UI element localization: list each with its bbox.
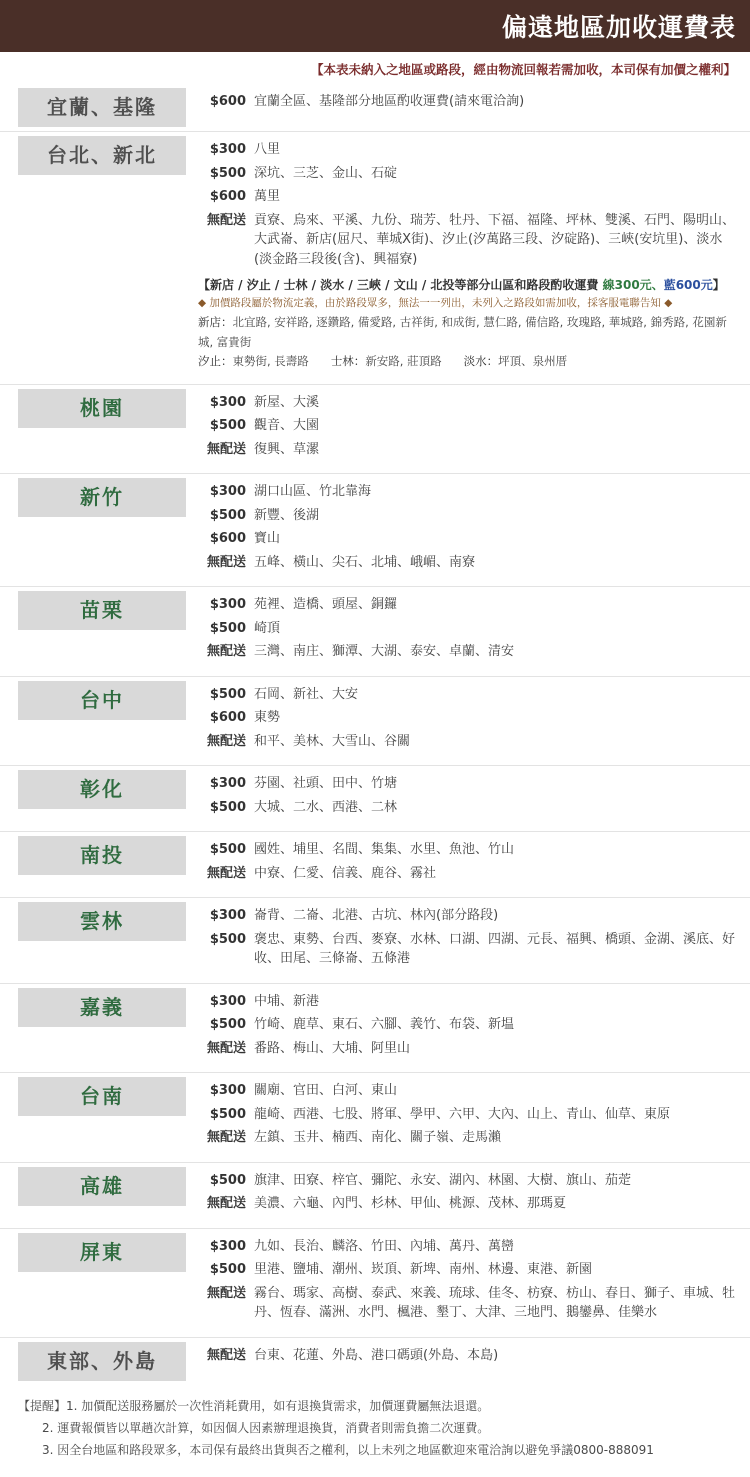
fee-areas: 旗津、田寮、梓官、彌陀、永安、湖內、林園、大樹、旗山、茄萣	[254, 1172, 632, 1188]
fee-areas: 新豐、後湖	[254, 507, 320, 523]
fee-amount: $300	[209, 1083, 246, 1099]
region-detail-cell	[192, 384, 750, 474]
region-label: 新竹	[18, 478, 186, 517]
region-label: 苗栗	[18, 591, 186, 630]
region-name-cell	[0, 1073, 192, 1163]
fee-amount: $500	[209, 507, 246, 523]
fee-areas: 觀音、大園	[254, 418, 320, 434]
region-label: 台北、新北	[18, 136, 186, 175]
fee-amount: $600	[209, 710, 246, 726]
fee-amount: 無配送	[206, 733, 246, 749]
fee-areas: 台東、花蓮、外島、港口碼頭(外島、本島)	[254, 1347, 499, 1363]
fee-line	[192, 92, 740, 112]
fee-amount: $500	[209, 842, 246, 858]
fee-areas: 竹崎、鹿草、東石、六腳、義竹、布袋、新塭	[254, 1017, 515, 1033]
fee-areas: 東勢	[254, 710, 281, 726]
fee-line	[192, 482, 740, 502]
region-name-cell	[0, 587, 192, 677]
region-detail-cell	[192, 1337, 750, 1385]
region-detail-cell	[192, 1162, 750, 1228]
fee-amount: 無配送	[206, 1347, 246, 1363]
fee-areas: 崎頂	[254, 620, 281, 636]
region-label: 南投	[18, 836, 186, 875]
region-detail-cell	[192, 587, 750, 677]
fee-line	[192, 864, 740, 884]
fee-areas: 深坑、三芝、金山、石碇	[254, 165, 398, 181]
page-header	[0, 0, 750, 52]
note-heading-blue-fee: 藍600元	[663, 278, 713, 292]
table-row	[0, 1073, 750, 1163]
fee-line	[192, 1081, 740, 1101]
region-label: 宜蘭、基隆	[18, 88, 186, 127]
page-subtitle: 【本表未納入之地區或路段，經由物流回報若需加收，本司保有加價之權利】	[310, 62, 736, 77]
fee-line	[192, 553, 740, 573]
fee-areas: 寶山	[254, 531, 281, 547]
note-heading-prefix: 【新店 / 汐止 / 士林 / 淡水 / 三峽 / 文山 / 北投等部分山區和路段酌收運費	[198, 278, 603, 292]
table-row	[0, 132, 750, 385]
fee-line	[192, 708, 740, 728]
fee-areas: 左鎮、玉井、楠西、南化、關子嶺、走馬瀨	[254, 1130, 502, 1146]
fee-areas: 湖口山區、竹北靠海	[254, 484, 372, 500]
table-row	[0, 898, 750, 984]
region-detail-cell	[192, 84, 750, 132]
fee-line	[192, 1015, 740, 1035]
note-detail-label: 淡水：	[463, 354, 499, 369]
fee-amount: 無配送	[206, 1196, 246, 1212]
region-name-cell	[0, 898, 192, 984]
fee-amount: $500	[209, 418, 246, 434]
fee-areas: 中寮、仁愛、信義、鹿谷、霧社	[254, 865, 437, 881]
fee-line	[192, 930, 740, 969]
region-notes	[198, 275, 740, 372]
region-label: 台南	[18, 1077, 186, 1116]
fee-line	[192, 619, 740, 639]
note-heading-green-fee: 線300元、	[602, 278, 664, 292]
fee-line	[192, 774, 740, 794]
fee-areas: 萬里	[254, 189, 281, 204]
region-name-cell	[0, 766, 192, 832]
fee-line	[192, 685, 740, 705]
region-detail-cell	[192, 832, 750, 898]
region-detail-cell	[192, 132, 750, 385]
fee-line	[192, 416, 740, 436]
region-label: 高雄	[18, 1167, 186, 1206]
region-name-cell	[0, 84, 192, 132]
table-row	[0, 1162, 750, 1228]
fee-amount: $500	[209, 931, 246, 947]
fee-amount: $500	[209, 686, 246, 702]
note-detail-label: 士林：	[330, 354, 366, 369]
fee-amount: 無配送	[206, 644, 246, 660]
fee-areas: 里港、鹽埔、潮州、崁頂、新埤、南州、林邊、東港、新園	[254, 1262, 593, 1278]
fee-areas: 石岡、新社、大安	[254, 686, 359, 702]
note-disclaimer: ◆ 加價路段屬於物流定義，由於路段眾多，無法一一列出，未列入之路段如需加收，採客服電聯告知 ◆	[198, 297, 673, 310]
fee-line	[192, 595, 740, 615]
fee-areas: 和平、美林、大雪山、谷關	[254, 733, 411, 749]
fee-areas: 中埔、新港	[254, 993, 320, 1009]
fee-line	[192, 798, 740, 818]
fee-line	[192, 140, 740, 160]
fee-amount: 無配送	[206, 1130, 246, 1146]
region-name-cell	[0, 1228, 192, 1337]
fee-areas: 芬園、社頭、田中、竹塘	[254, 776, 398, 792]
fee-amount: $500	[209, 1172, 246, 1188]
region-label: 雲林	[18, 902, 186, 941]
fee-line	[192, 529, 740, 549]
fee-amount: 無配送	[206, 1040, 246, 1056]
fee-line	[192, 506, 740, 526]
region-name-cell	[0, 676, 192, 766]
table-row	[0, 587, 750, 677]
region-detail-cell	[192, 676, 750, 766]
fee-line	[192, 1260, 740, 1280]
region-detail-cell	[192, 1228, 750, 1337]
fee-amount: $300	[209, 776, 246, 792]
fee-areas: 美濃、六龜、內門、杉林、甲仙、桃源、茂林、那瑪夏	[254, 1196, 567, 1212]
fee-areas: 番路、梅山、大埔、阿里山	[254, 1040, 411, 1056]
note-detail-text: 坪頂、泉州厝	[498, 354, 568, 369]
fee-areas: 龍崎、西港、七股、將軍、學甲、六甲、大內、山上、青山、仙草、東原	[254, 1106, 671, 1122]
fee-areas: 復興、草漯	[254, 441, 320, 457]
footer-line-3: 3. 因全台地區和路段眾多，本司保有最終出貨與否之權利，以上未列之地區歡迎來電洽詢以避免爭議0800-888091	[42, 1443, 654, 1458]
note-heading-suffix: 】	[712, 278, 725, 292]
table-row	[0, 1228, 750, 1337]
table-row	[0, 676, 750, 766]
region-detail-cell	[192, 1073, 750, 1163]
fee-amount: $300	[209, 1238, 246, 1254]
fee-line	[192, 1346, 740, 1366]
fee-amount: $600	[209, 531, 246, 547]
page-title: 偏遠地區加收運費表	[501, 13, 736, 42]
note-detail-line	[198, 313, 740, 352]
region-detail-cell	[192, 983, 750, 1073]
region-label: 台中	[18, 681, 186, 720]
fee-line	[192, 440, 740, 460]
fee-line	[192, 211, 740, 270]
fee-areas: 三灣、南庄、獅潭、大湖、泰安、卓蘭、清安	[254, 644, 515, 660]
fee-amount: $500	[209, 620, 246, 636]
fee-amount: $500	[209, 799, 246, 815]
note-detail-line	[198, 352, 740, 372]
fee-amount: $500	[209, 165, 246, 181]
table-row	[0, 983, 750, 1073]
fee-line	[192, 164, 740, 184]
region-name-cell	[0, 384, 192, 474]
fee-amount: $300	[209, 993, 246, 1009]
fee-amount: $300	[209, 394, 246, 410]
note-detail-text: 北宜路, 安祥路, 逐鑽路, 備愛路, 古祥街, 和成街, 慧仁路, 備信路, 玫瑰路, 華城路, 錦秀路, 花園新城, 富貴街	[198, 315, 727, 349]
fee-amount: 無配送	[206, 212, 246, 228]
region-name-cell	[0, 474, 192, 587]
fee-amount: $300	[209, 597, 246, 613]
fee-areas: 貢寮、烏來、平溪、九份、瑞芳、牡丹、下福、福隆、坪林、雙溪、石門、陽明山、大武崙、新店(屈尺、華城X街)、汐止(汐萬路三段、汐碇路)、三峽(安坑里)、淡水(淡金路三段後(含)、興福寮)	[254, 212, 736, 267]
fee-line	[192, 187, 740, 207]
fee-areas: 崙背、二崙、北港、古坑、林內(部分路段)	[254, 908, 499, 924]
fee-amount: $300	[209, 908, 246, 924]
footer-notes	[0, 1385, 750, 1477]
fee-line	[192, 1194, 740, 1214]
footer-line-2: 2. 運費報價皆以單趟次計算，如因個人因素辦理退換貨，消費者則需負擔二次運費。	[42, 1421, 490, 1436]
note-detail-text: 東勢街, 長壽路	[232, 354, 309, 369]
fee-amount: 無配送	[206, 441, 246, 457]
region-label: 嘉義	[18, 988, 186, 1027]
table-row	[0, 84, 750, 132]
fee-amount: 無配送	[206, 554, 246, 570]
fee-areas: 九如、長治、麟洛、竹田、內埔、萬丹、萬巒	[254, 1238, 515, 1254]
table-row	[0, 1337, 750, 1385]
fee-amount: $300	[209, 484, 246, 500]
footer-line-1: 【提醒】1. 加價配送服務屬於一次性消耗費用，如有退換貨需求，加價運費屬無法退還。	[18, 1398, 490, 1413]
fee-line	[192, 732, 740, 752]
fee-line	[192, 1237, 740, 1257]
region-name-cell	[0, 983, 192, 1073]
note-heading	[198, 275, 740, 295]
fee-areas: 大城、二水、西港、二林	[254, 799, 398, 815]
fee-amount: 無配送	[206, 1285, 246, 1301]
fee-line	[192, 1039, 740, 1059]
region-label: 桃園	[18, 389, 186, 428]
fee-areas: 國姓、埔里、名間、集集、水里、魚池、竹山	[254, 842, 515, 858]
note-detail-label: 新店：	[198, 315, 233, 330]
fee-areas: 新屋、大溪	[254, 394, 320, 410]
table-row	[0, 384, 750, 474]
fee-line	[192, 840, 740, 860]
region-name-cell	[0, 132, 192, 385]
region-detail-cell	[192, 766, 750, 832]
fee-amount: $500	[209, 1017, 246, 1033]
region-label: 東部、外島	[18, 1342, 186, 1381]
fee-amount: $600	[209, 94, 246, 109]
fee-amount: $300	[209, 142, 246, 157]
note-detail-label: 汐止：	[198, 354, 233, 369]
region-detail-cell	[192, 474, 750, 587]
table-row	[0, 474, 750, 587]
fee-line	[192, 642, 740, 662]
region-name-cell	[0, 832, 192, 898]
region-label: 彰化	[18, 770, 186, 809]
region-detail-cell	[192, 898, 750, 984]
fee-amount: $600	[209, 189, 246, 204]
fee-amount: $500	[209, 1106, 246, 1122]
fee-line	[192, 1128, 740, 1148]
table-row	[0, 832, 750, 898]
fee-table	[0, 84, 750, 1385]
fee-line	[192, 1284, 740, 1323]
fee-line	[192, 992, 740, 1012]
fee-line	[192, 393, 740, 413]
region-name-cell	[0, 1337, 192, 1385]
fee-areas: 宜蘭全區、基隆部分地區酌收運費(請來電洽詢)	[254, 94, 525, 109]
table-row	[0, 766, 750, 832]
fee-line	[192, 906, 740, 926]
fee-line	[192, 1105, 740, 1125]
fee-line	[192, 1171, 740, 1191]
region-name-cell	[0, 1162, 192, 1228]
region-label: 屏東	[18, 1233, 186, 1272]
fee-amount: 無配送	[206, 865, 246, 881]
fee-areas: 關廟、官田、白河、東山	[254, 1083, 398, 1099]
fee-areas: 苑裡、造橋、頭屋、銅鑼	[254, 597, 398, 613]
fee-amount: $500	[209, 1262, 246, 1278]
fee-areas: 五峰、橫山、尖石、北埔、峨嵋、南寮	[254, 554, 476, 570]
fee-areas: 褒忠、東勢、台西、麥寮、水林、口湖、四湖、元長、福興、橋頭、金湖、溪底、好收、田尾、三條崙、五條港	[254, 931, 736, 967]
fee-areas: 八里	[254, 142, 281, 157]
fee-areas: 霧台、瑪家、高樹、泰武、來義、琉球、佳冬、枋寮、枋山、春日、獅子、車城、牡丹、恆春、滿洲、水門、楓港、墾丁、大津、三地門、鵝鑾鼻、佳樂水	[254, 1285, 736, 1321]
note-detail-text: 新安路, 莊頂路	[365, 354, 442, 369]
